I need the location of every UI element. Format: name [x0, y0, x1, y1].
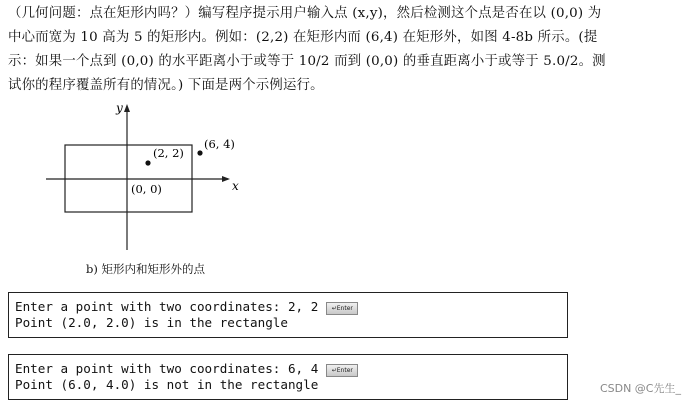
enter-key-icon: ↵Enter [326, 302, 358, 315]
axis-x-label: x [232, 179, 239, 193]
enter-key-icon: ↵Enter [326, 364, 358, 377]
figure-caption: b) 矩形内和矩形外的点 [86, 262, 206, 276]
axis-y-label: y [116, 101, 123, 115]
problem-line: 示：如果一个点到 (0,0) 的水平距离小于或等于 10/2 而到 (0,0) 的垂直距离小于或等于 5.0/2。测 [8, 54, 606, 69]
sample-run-1 [8, 292, 568, 338]
run-prompt: Enter a point with two coordinates: 2, 2 [15, 299, 319, 314]
run-output: Point (2.0, 2.0) is in the rectangle [15, 315, 288, 330]
point-outside-label: (6, 4) [204, 137, 235, 151]
problem-line: （几何问题：点在矩形内吗？）编写程序提示用户输入点 (x,y)，然后检测这个点是否在以 (0,0) 为 [8, 6, 602, 21]
problem-line: 中心而宽为 10 高为 5 的矩形内。例如：(2,2) 在矩形内而 (6,4) 在矩形外，如图 4-8b 所示。(提 [8, 30, 598, 45]
point-inside-label: (2, 2) [153, 146, 184, 160]
run-output: Point (6.0, 4.0) is not in the rectangle [15, 377, 319, 392]
point-outside-marker [197, 150, 202, 155]
watermark: CSDN @C先生_ [599, 382, 681, 395]
x-axis-arrow [222, 176, 230, 182]
origin-label: (0, 0) [131, 182, 162, 196]
point-inside-marker [145, 160, 150, 165]
run-prompt: Enter a point with two coordinates: 6, 4 [15, 361, 319, 376]
sample-run-2 [8, 354, 568, 400]
y-axis-arrow [124, 104, 130, 112]
run-prompt-line [15, 361, 567, 377]
run-prompt-line [15, 299, 567, 315]
problem-line: 试你的程序覆盖所有的情况。) 下面是两个示例运行。 [8, 78, 324, 93]
